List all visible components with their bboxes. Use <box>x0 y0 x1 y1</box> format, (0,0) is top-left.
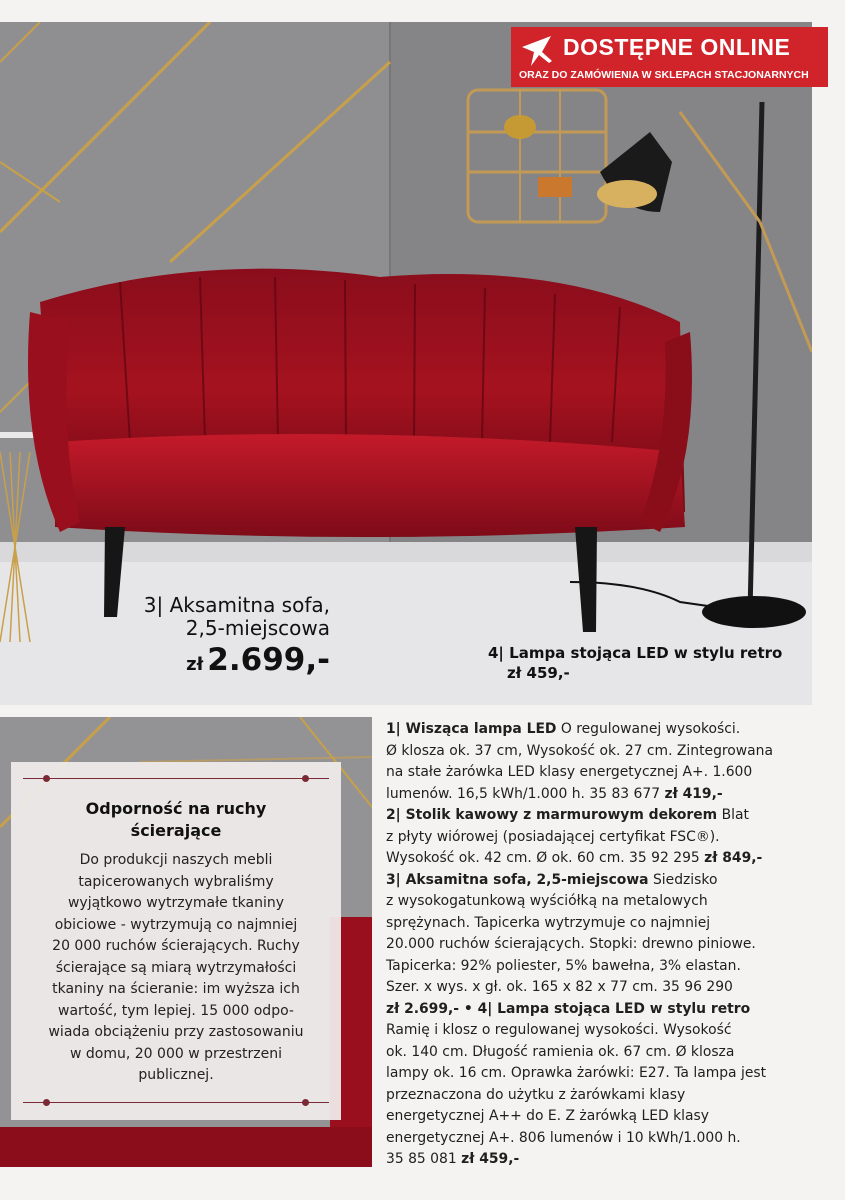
description-text: lampy ok. 16 cm. Oprawka żarówki: E27. Ta lampa jest <box>386 1065 767 1081</box>
lamp-name: 4| Lampa stojąca LED w stylu retro <box>488 644 783 662</box>
badge-subtitle: ORAZ DO ZAMÓWIENIA W SKLEPACH STACJONARNYCH <box>519 69 809 81</box>
info-body-line: ścierające są miarą wytrzymałości <box>55 959 297 976</box>
product-descriptions <box>386 719 816 1171</box>
description-text: Szer. x wys. x gł. ok. 165 x 82 x 77 cm. 35 96 290 <box>386 979 733 995</box>
info-body-line: 20 000 ruchów ścierających. Ruchy <box>52 938 300 954</box>
description-bold: 1| Wisząca lampa LED <box>386 721 557 737</box>
description-line <box>386 741 816 763</box>
cursor-arrow-icon <box>519 33 555 69</box>
sofa-price <box>134 640 330 685</box>
description-text: lumenów. 16,5 kWh/1.000 h. 35 83 677 <box>386 785 665 802</box>
info-body-line: wiada obciążeniu przy zastosowaniu <box>48 1024 304 1040</box>
lamp-price: zł 459,- <box>507 664 570 682</box>
description-line <box>386 784 816 806</box>
description-line <box>386 870 816 892</box>
info-title-line2: ścierające <box>130 821 222 840</box>
bottom-ornament-rule <box>23 1102 329 1103</box>
lamp-caption <box>488 644 782 682</box>
sofa-name-line1: 3| Aksamitna sofa, <box>143 593 330 617</box>
info-body-line: wyjątkowo wytrzymałe tkaniny <box>67 895 285 911</box>
description-text: Wysokość ok. 42 cm. Ø ok. 60 cm. 35 92 295 <box>386 850 705 866</box>
description-bold: zł 2.699,- • 4| Lampa stojąca LED w stylu retro <box>386 1000 751 1017</box>
sofa-caption <box>134 594 330 685</box>
info-body-line: publicznej. <box>138 1067 214 1083</box>
description-line <box>386 999 816 1021</box>
description-text: z wysokogatunkową wyściółką na metalowych <box>386 893 708 909</box>
description-text: Tapicerka: 92% poliester, 5% bawełna, 3% elastan. <box>386 957 741 974</box>
description-line <box>386 977 816 999</box>
description-line <box>386 805 816 827</box>
description-price: zł 419,- <box>664 785 723 802</box>
description-text: sprężynach. Tapicerka wytrzymuje co najmniej <box>386 914 711 931</box>
room-scene-illustration <box>0 22 812 705</box>
top-ornament-rule <box>23 778 329 779</box>
info-body <box>29 850 323 1087</box>
description-text: Ø klosza ok. 37 cm, Wysokość ok. 27 cm. Zintegrowana <box>386 742 773 759</box>
description-bold: 2| Stolik kawowy z marmurowym dekorem <box>386 807 718 823</box>
description-text: Siedzisko <box>648 871 718 888</box>
description-line <box>386 891 816 913</box>
description-line <box>386 1149 816 1171</box>
description-text: energetycznej A++ do E. Z żarówką LED klasy <box>386 1108 709 1124</box>
description-text: Blat <box>717 807 749 823</box>
online-availability-badge <box>511 27 828 87</box>
description-text: ok. 140 cm. Długość ramienia ok. 67 cm. Ø klosza <box>386 1043 735 1060</box>
description-line <box>386 913 816 935</box>
info-body-line: wartość, tym lepiej. 15 000 odpo- <box>58 1002 294 1019</box>
description-line <box>386 1085 816 1107</box>
description-text: przeznaczona do użytku z żarówkami klasy <box>386 1086 686 1103</box>
info-body-line: Do produkcji naszych mebli <box>79 852 273 868</box>
info-body-line: tapicerowanych wybraliśmy <box>78 873 274 890</box>
description-line <box>386 956 816 978</box>
sofa-lamp-photo <box>0 22 812 705</box>
abrasion-info-box <box>11 762 341 1120</box>
description-text: energetycznej A+. 806 lumenów i 10 kWh/1.000 h. <box>386 1129 741 1146</box>
description-price: zł 849,- <box>704 850 763 866</box>
description-line <box>386 848 816 870</box>
info-title-line1: Odporność na ruchy <box>85 799 267 818</box>
description-line <box>386 1042 816 1064</box>
sofa-price-currency: zł <box>186 654 204 675</box>
description-text: O regulowanej wysokości. <box>556 721 741 737</box>
description-text: z płyty wiórowej (posiadającej certyfikat FSC®). <box>386 828 720 845</box>
description-line <box>386 762 816 784</box>
info-body-line: w domu, 20 000 w przestrzeni <box>70 1045 282 1062</box>
description-line <box>386 719 816 741</box>
description-text: na stałe żarówka LED klasy energetycznej A+. 1.600 <box>386 764 753 780</box>
sofa-price-value: 2.699,- <box>207 642 330 678</box>
description-line <box>386 1128 816 1150</box>
info-title <box>11 798 341 842</box>
badge-title: DOSTĘPNE ONLINE <box>563 34 791 60</box>
description-text: 20.000 ruchów ścierających. Stopki: drewno piniowe. <box>386 936 756 952</box>
description-text: 35 85 081 <box>386 1151 462 1167</box>
description-line <box>386 1063 816 1085</box>
description-price: zł 459,- <box>461 1151 520 1167</box>
info-body-line: obiciowe - wytrzymują co najmniej <box>54 916 298 933</box>
description-line <box>386 1020 816 1042</box>
description-text: Ramię i klosz o regulowanej wysokości. Wysokość <box>386 1022 732 1038</box>
sofa-name-line2: 2,5-miejscowa <box>185 616 330 640</box>
description-line <box>386 934 816 956</box>
description-line <box>386 1106 816 1128</box>
description-bold: 3| Aksamitna sofa, 2,5-miejscowa <box>386 871 649 888</box>
info-body-line: tkaniny na ścieranie: im wyższa ich <box>52 981 300 997</box>
description-line <box>386 827 816 849</box>
